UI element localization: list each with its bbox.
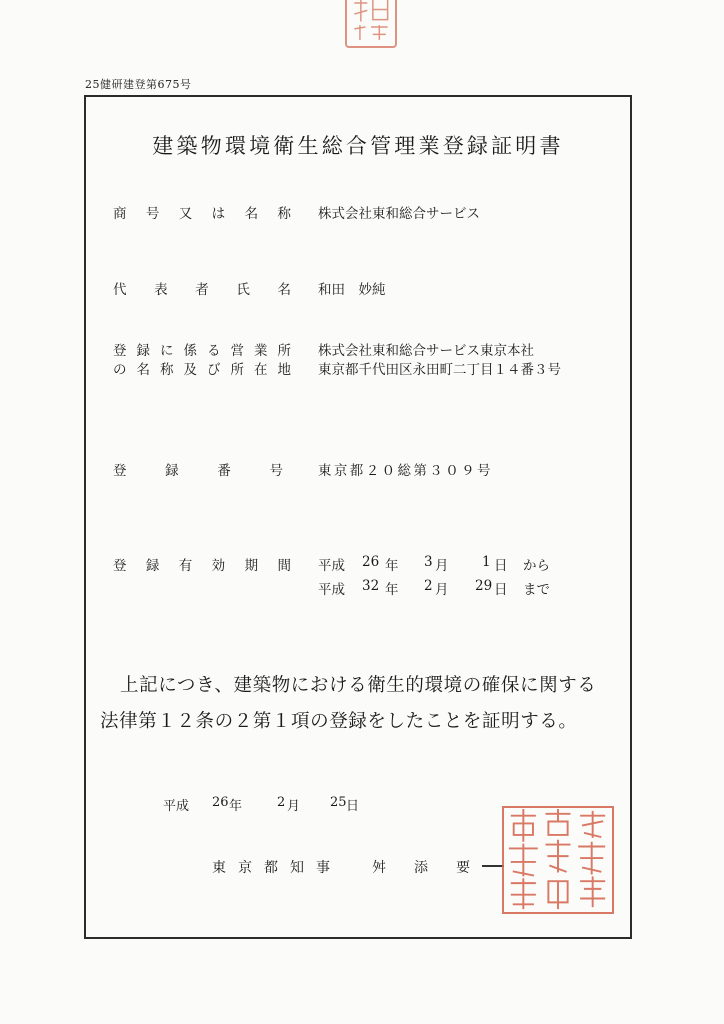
- issue-date-month-unit: 月: [287, 799, 301, 814]
- label-char: 号: [269, 463, 283, 479]
- validity-end-day-unit: 日: [494, 582, 508, 598]
- label-char: 登: [113, 463, 127, 479]
- reference-number: 25健研建登第675号: [85, 78, 192, 91]
- issue-date-era: 平成: [163, 799, 190, 814]
- label-char: は: [211, 206, 226, 222]
- label-char: 録: [165, 463, 179, 479]
- label-char: 号: [145, 206, 160, 222]
- label-char: 業: [254, 343, 268, 359]
- validity-start-suffix: から: [523, 558, 550, 574]
- registration-number-value: 東京都２０総第３０９号: [318, 463, 493, 479]
- validity-end-suffix: まで: [523, 582, 550, 598]
- label-char: 登: [113, 343, 127, 359]
- validity-end-month: 2: [424, 578, 433, 594]
- validity-end-month-unit: 月: [435, 582, 449, 598]
- label-char: 名: [244, 206, 259, 222]
- label-char: 所: [277, 343, 291, 359]
- label-char: 称: [277, 206, 291, 222]
- validity-start-day-unit: 日: [494, 558, 508, 574]
- official-seal: [502, 806, 614, 914]
- label-char: 表: [154, 282, 168, 298]
- label-char: 登: [113, 558, 127, 574]
- office-label-line2: [113, 358, 291, 378]
- validity-end-year-unit: 年: [385, 582, 399, 598]
- validity-end-day: 29: [475, 578, 493, 594]
- office-name-value: 株式会社東和総合サービス東京本社: [318, 343, 534, 359]
- top-partial-seal: [345, 0, 397, 48]
- label-char: 番: [217, 463, 231, 479]
- label-char: 効: [211, 558, 226, 574]
- validity-label: [113, 554, 291, 574]
- issue-date-day: 25: [330, 795, 347, 810]
- label-char: 氏: [236, 282, 250, 298]
- label-char: 営: [230, 343, 244, 359]
- issuer-title-char: 東: [212, 860, 226, 876]
- issuer-title: [212, 857, 330, 877]
- seal-icon: [347, 0, 395, 46]
- registration-number-label: [113, 459, 283, 479]
- office-label-line1: [113, 339, 291, 359]
- issuer-name-char-3: 要: [456, 860, 470, 876]
- trade-name-value: 株式会社東和総合サービス: [318, 206, 480, 222]
- validity-start-year-unit: 年: [385, 558, 399, 574]
- issue-date-year-unit: 年: [229, 799, 243, 814]
- validity-start-era: 平成: [318, 558, 345, 574]
- label-char: 有: [178, 558, 193, 574]
- issuer-name-char-2: 添: [414, 860, 428, 876]
- certificate-title: 建築物環境衛生総合管理業登録証明書: [152, 134, 564, 158]
- label-char: 録: [145, 558, 160, 574]
- label-char: び: [207, 362, 221, 378]
- validity-start-month: 3: [424, 554, 433, 570]
- label-char: 又: [178, 206, 193, 222]
- label-char: 称: [160, 362, 174, 378]
- issue-date-day-unit: 日: [346, 799, 360, 814]
- label-char: 者: [195, 282, 209, 298]
- validity-start-month-unit: 月: [435, 558, 449, 574]
- label-char: 係: [183, 343, 197, 359]
- label-char: 及: [183, 362, 197, 378]
- label-char: 商: [113, 206, 127, 222]
- label-char: の: [113, 362, 127, 378]
- label-char: 所: [230, 362, 244, 378]
- issuer-title-char: 京: [238, 860, 252, 876]
- label-char: 録: [136, 343, 150, 359]
- label-char: 間: [277, 558, 291, 574]
- representative-label: [113, 278, 291, 298]
- label-char: 期: [244, 558, 259, 574]
- label-char: に: [160, 343, 174, 359]
- issue-date-year: 26: [212, 795, 229, 810]
- validity-end-era: 平成: [318, 582, 345, 598]
- label-char: 地: [277, 362, 291, 378]
- label-char: 代: [113, 282, 127, 298]
- issuer-title-char: 事: [316, 860, 330, 876]
- statement-line1: 上記につき、建築物における衛生的環境の確保に関する: [120, 675, 597, 696]
- label-char: る: [207, 343, 221, 359]
- validity-end-year: 32: [362, 578, 380, 594]
- issuer-name-char-4-line: [482, 865, 504, 867]
- office-address-value: 東京都千代田区永田町二丁目１４番３号: [318, 362, 561, 378]
- trade-name-label: [113, 202, 291, 222]
- validity-start-year: 26: [362, 554, 380, 570]
- label-char: 名: [136, 362, 150, 378]
- issue-date-month: 2: [277, 795, 286, 810]
- governor-seal-icon: [504, 808, 612, 912]
- label-char: 在: [254, 362, 268, 378]
- validity-start-day: 1: [482, 554, 491, 570]
- issuer-title-char: 知: [290, 860, 304, 876]
- statement-line2: 法律第１２条の２第１項の登録をしたことを証明する。: [100, 711, 578, 732]
- issuer-title-char: 都: [264, 860, 278, 876]
- representative-value: 和田 妙純: [318, 282, 386, 298]
- label-char: 名: [277, 282, 291, 298]
- issuer-name-char-1: 舛: [372, 860, 386, 876]
